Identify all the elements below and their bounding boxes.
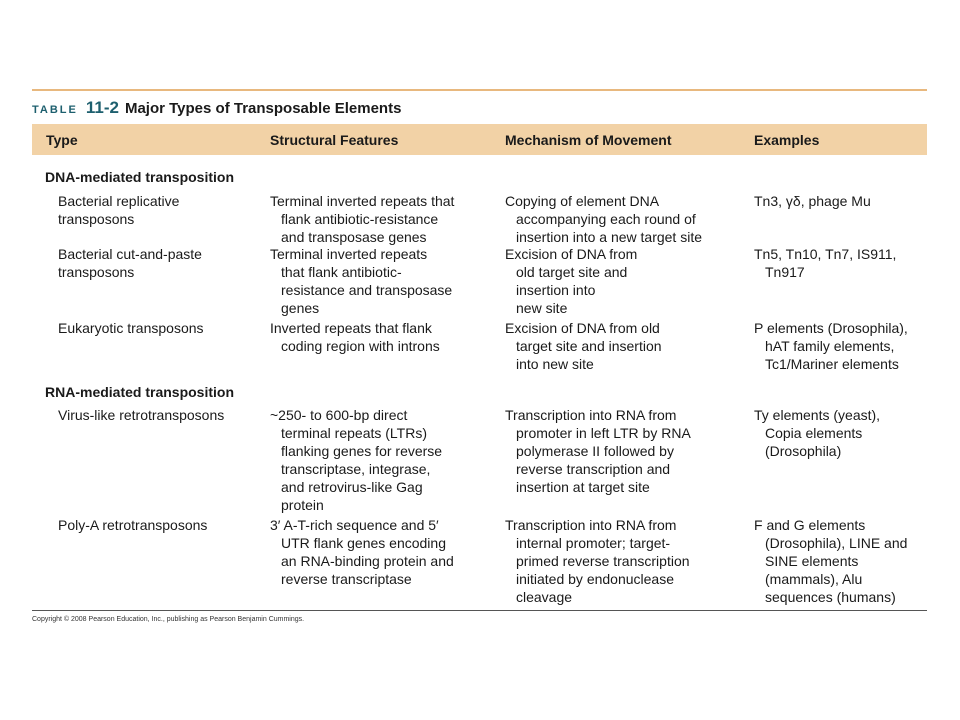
cell-line: old target site and bbox=[516, 264, 628, 280]
table-label: TABLE bbox=[32, 104, 78, 116]
cell-line: transposons bbox=[58, 211, 135, 227]
features-cell bbox=[270, 319, 498, 355]
cell-line: reverse transcription and bbox=[516, 461, 671, 477]
cell-line: insertion at target site bbox=[516, 479, 650, 495]
cell-line: Virus-like retrotransposons bbox=[58, 407, 225, 423]
mechanism-cell bbox=[505, 245, 745, 317]
cell-line: and retrovirus-like Gag bbox=[281, 479, 423, 495]
cell-line: that flank antibiotic- bbox=[281, 264, 402, 280]
top-rule bbox=[32, 89, 927, 91]
cell-line: Tc1/Mariner elements bbox=[765, 356, 899, 372]
header-structural-features: Structural Features bbox=[270, 132, 399, 148]
table-title: Major Types of Transposable Elements bbox=[124, 100, 402, 117]
cell-line: new site bbox=[516, 300, 568, 316]
cell-line: Inverted repeats that flank bbox=[270, 320, 432, 336]
cell-line: genes bbox=[281, 300, 320, 316]
cell-line: F and G elements bbox=[754, 517, 866, 533]
cell-line: target site and insertion bbox=[516, 338, 662, 354]
cell-line: protein bbox=[281, 497, 324, 513]
table-header bbox=[32, 124, 927, 155]
cell-line: Bacterial cut-and-paste bbox=[58, 246, 202, 262]
cell-line: flanking genes for reverse bbox=[281, 443, 443, 459]
cell-line: Terminal inverted repeats that bbox=[270, 193, 455, 209]
cell-line: UTR flank genes encoding bbox=[281, 535, 446, 551]
table-caption bbox=[32, 98, 401, 118]
cell-line: Poly-A retrotransposons bbox=[58, 517, 208, 533]
cell-line: hAT family elements, bbox=[765, 338, 895, 354]
cell-line: into new site bbox=[516, 356, 594, 372]
header-examples: Examples bbox=[754, 132, 820, 148]
cell-line: Eukaryotic transposons bbox=[58, 320, 204, 336]
cell-line: resistance and transposase bbox=[281, 282, 453, 298]
mechanism-cell bbox=[505, 319, 745, 373]
cell-line: ~250- to 600-bp direct bbox=[270, 407, 408, 423]
features-cell bbox=[270, 245, 498, 317]
cell-line: sequences (humans) bbox=[765, 589, 896, 605]
cell-line: (Drosophila), LINE and bbox=[765, 535, 908, 551]
cell-line: flank antibiotic-resistance bbox=[281, 211, 439, 227]
header-type: Type bbox=[46, 132, 78, 148]
type-cell bbox=[58, 192, 263, 228]
features-cell bbox=[270, 192, 498, 246]
cell-line: Transcription into RNA from bbox=[505, 407, 677, 423]
cell-line: terminal repeats (LTRs) bbox=[281, 425, 428, 441]
cell-line: accompanying each round of bbox=[516, 211, 696, 227]
cell-line: Excision of DNA from old bbox=[505, 320, 660, 336]
cell-line: P elements (Drosophila), bbox=[754, 320, 908, 336]
type-cell bbox=[58, 406, 263, 424]
mechanism-cell bbox=[505, 516, 745, 606]
cell-line: Copying of element DNA bbox=[505, 193, 660, 209]
copyright-text: Copyright © 2008 Pearson Education, Inc., publishing as Pearson Benjamin Cummings. bbox=[32, 616, 305, 623]
cell-line: Transcription into RNA from bbox=[505, 517, 677, 533]
header-mechanism: Mechanism of Movement bbox=[505, 132, 672, 148]
cell-line: cleavage bbox=[516, 589, 573, 605]
type-cell bbox=[58, 245, 263, 281]
type-cell bbox=[58, 516, 263, 534]
cell-line: promoter in left LTR by RNA bbox=[516, 425, 691, 441]
examples-cell bbox=[754, 516, 934, 606]
cell-line: transcriptase, integrase, bbox=[281, 461, 431, 477]
cell-line: polymerase II followed by bbox=[516, 443, 674, 459]
cell-line: Copia elements bbox=[765, 425, 863, 441]
cell-line: Tn5, Tn10, Tn7, IS911, bbox=[754, 246, 897, 262]
section-heading-dna: DNA-mediated transposition bbox=[45, 169, 235, 185]
section-heading-rna: RNA-mediated transposition bbox=[45, 384, 235, 400]
cell-line: and transposase genes bbox=[281, 229, 427, 245]
cell-line: SINE elements bbox=[765, 553, 859, 569]
cell-line: an RNA-binding protein and bbox=[281, 553, 454, 569]
cell-line: initiated by endonuclease bbox=[516, 571, 675, 587]
cell-line: Tn917 bbox=[765, 264, 805, 280]
cell-line: insertion into bbox=[516, 282, 596, 298]
type-cell bbox=[58, 319, 263, 337]
examples-cell bbox=[754, 245, 934, 281]
cell-line: internal promoter; target- bbox=[516, 535, 671, 551]
bottom-rule bbox=[32, 610, 927, 611]
mechanism-cell bbox=[505, 406, 745, 496]
cell-line: reverse transcriptase bbox=[281, 571, 412, 587]
cell-line: Bacterial replicative bbox=[58, 193, 180, 209]
examples-cell bbox=[754, 319, 934, 373]
cell-line: insertion into a new target site bbox=[516, 229, 702, 245]
mechanism-cell bbox=[505, 192, 745, 246]
examples-cell bbox=[754, 192, 934, 210]
cell-line: transposons bbox=[58, 264, 135, 280]
examples-cell bbox=[754, 406, 934, 460]
cell-line: (Drosophila) bbox=[765, 443, 842, 459]
features-cell bbox=[270, 516, 498, 588]
cell-line: coding region with introns bbox=[281, 338, 440, 354]
cell-line: primed reverse transcription bbox=[516, 553, 690, 569]
cell-line: Tn3, γδ, phage Mu bbox=[754, 193, 871, 209]
cell-line: 3′ A-T-rich sequence and 5′ bbox=[270, 517, 439, 533]
features-cell bbox=[270, 406, 498, 514]
cell-line: Excision of DNA from bbox=[505, 246, 638, 262]
cell-line: (mammals), Alu bbox=[765, 571, 863, 587]
cell-line: Ty elements (yeast), bbox=[754, 407, 881, 423]
cell-line: Terminal inverted repeats bbox=[270, 246, 428, 262]
table-number: 11-2 bbox=[85, 98, 119, 117]
